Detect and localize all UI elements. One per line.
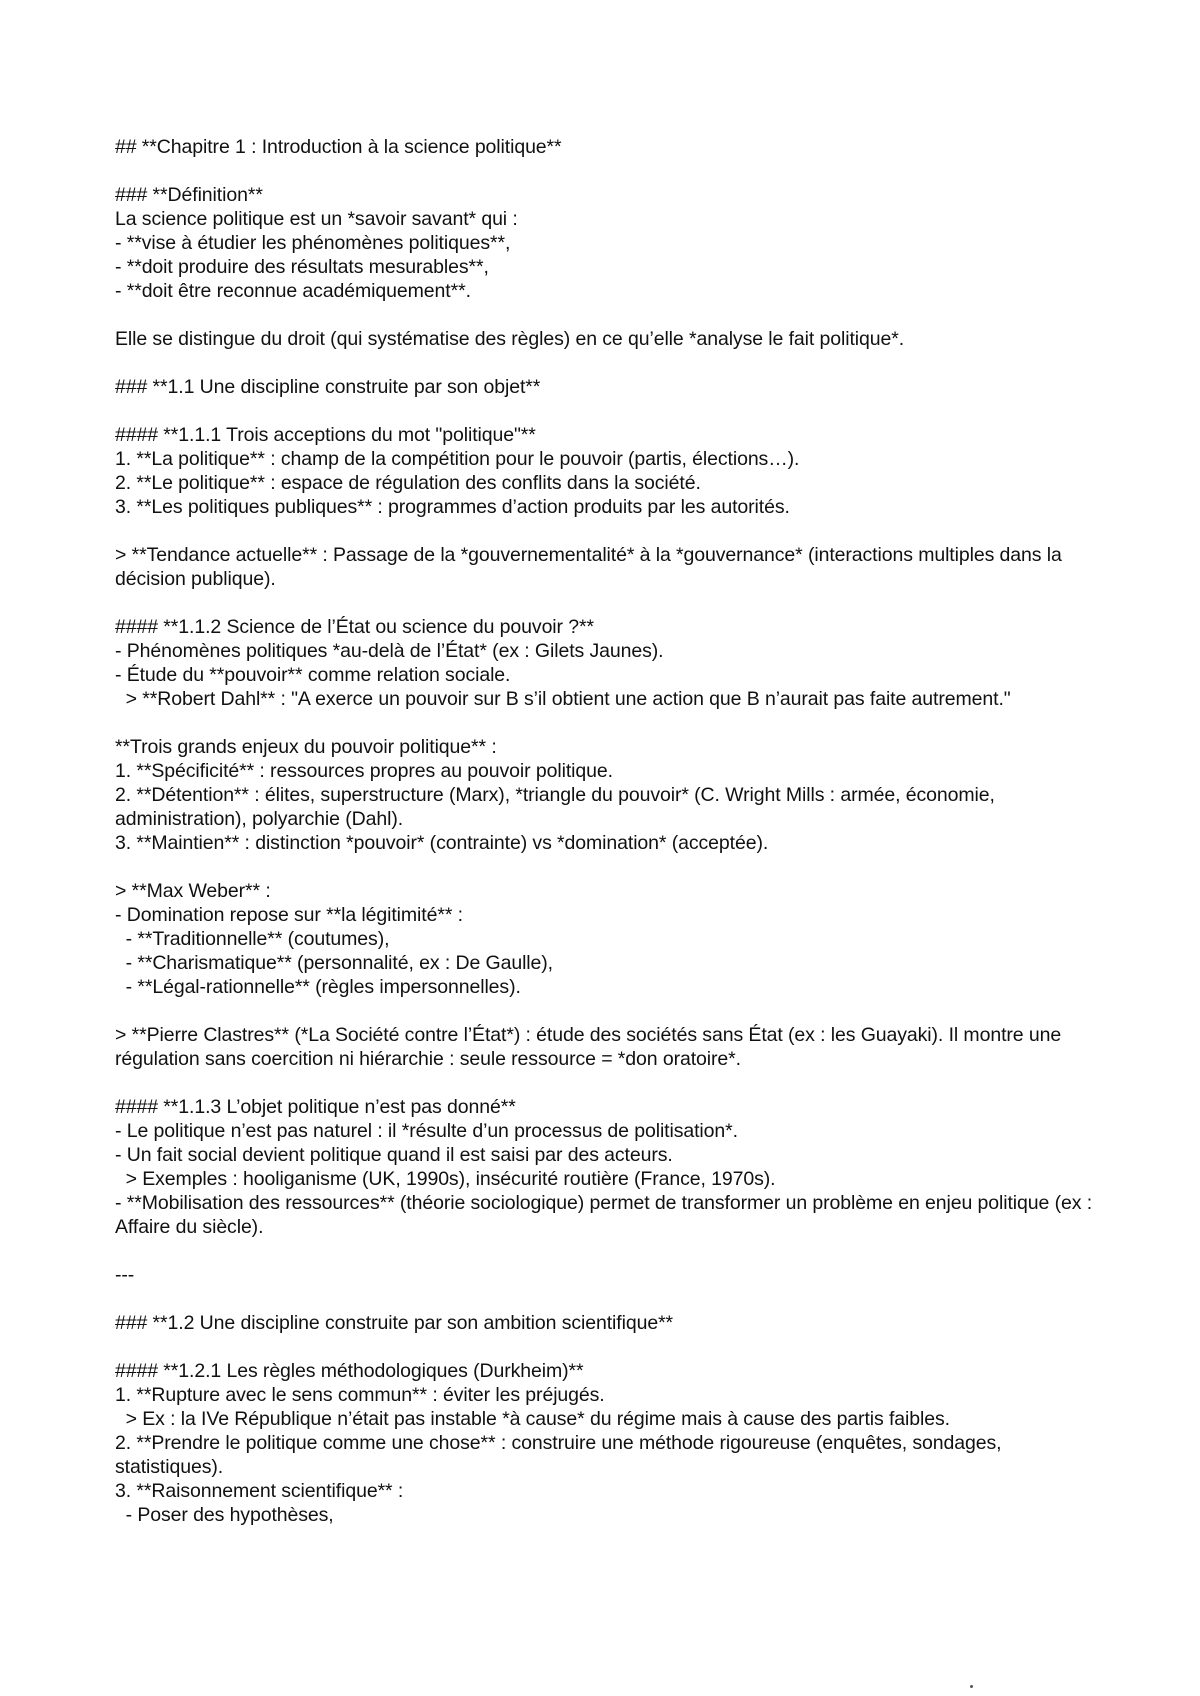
document-line: > **Robert Dahl** : "A exerce un pouvoir sur B s’il obtient une action que B n’aurait pas faite autrement.": [115, 688, 1011, 710]
blank-line: [115, 1071, 1105, 1095]
document-line: - Étude du **pouvoir** comme relation sociale.: [115, 664, 511, 686]
document-line: > Ex : la IVe République n’était pas instable *à cause* du régime mais à cause des partis faibles.: [115, 1408, 950, 1430]
document-line: - **Charismatique** (personnalité, ex : De Gaulle),: [115, 952, 553, 974]
blank-line: [115, 159, 1105, 183]
document-line: La science politique est un *savoir savant* qui :: [115, 208, 518, 230]
document-line: - Un fait social devient politique quand il est saisi par des acteurs.: [115, 1144, 673, 1166]
blank-line: [115, 351, 1105, 375]
blank-line: [115, 1287, 1105, 1311]
document-line: > **Tendance actuelle** : Passage de la *gouvernementalité* à la *gouvernance* (interactions multiples dans la décision publique).: [115, 544, 1068, 590]
blank-line: [115, 519, 1105, 543]
document-line: 2. **Détention** : élites, superstructure (Marx), *triangle du pouvoir* (C. Wright Mills : armée, économie, administration), polyarchie (Dahl).: [115, 784, 1001, 830]
document-line: - Domination repose sur **la légitimité** :: [115, 904, 463, 926]
document-line: - **doit produire des résultats mesurables**,: [115, 256, 489, 278]
page-speck: [970, 1685, 973, 1688]
document-line: ## **Chapitre 1 : Introduction à la science politique**: [115, 136, 562, 158]
blank-line: [115, 303, 1105, 327]
document-line: #### **1.1.3 L’objet politique n’est pas donné**: [115, 1096, 516, 1118]
document-line: ---: [115, 1264, 135, 1286]
document-line: - **doit être reconnue académiquement**.: [115, 280, 471, 302]
document-line: 3. **Les politiques publiques** : programmes d’action produits par les autorités.: [115, 496, 790, 518]
document-line: - **Mobilisation des ressources** (théorie sociologique) permet de transformer un problème en enjeu politique (ex : Affaire du siècle).: [115, 1192, 1097, 1238]
blank-line: [115, 999, 1105, 1023]
document-line: > **Max Weber** :: [115, 880, 271, 902]
document-line: 2. **Prendre le politique comme une chose** : construire une méthode rigoureuse (enquêtes, sondages, statistiques).: [115, 1432, 1007, 1478]
document-line: 1. **La politique** : champ de la compétition pour le pouvoir (partis, élections…).: [115, 448, 800, 470]
document-line: ### **Définition**: [115, 184, 263, 206]
blank-line: [115, 1335, 1105, 1359]
document-line: - Le politique n’est pas naturel : il *résulte d’un processus de politisation*.: [115, 1120, 738, 1142]
blank-line: [115, 711, 1105, 735]
document-line: - Phénomènes politiques *au-delà de l’État* (ex : Gilets Jaunes).: [115, 640, 664, 662]
blank-line: [115, 591, 1105, 615]
document-line: - **Traditionnelle** (coutumes),: [115, 928, 390, 950]
blank-line: [115, 399, 1105, 423]
document-line: 2. **Le politique** : espace de régulation des conflits dans la société.: [115, 472, 701, 494]
document-line: > Exemples : hooliganisme (UK, 1990s), insécurité routière (France, 1970s).: [115, 1168, 776, 1190]
document-line: ### **1.2 Une discipline construite par son ambition scientifique**: [115, 1312, 674, 1334]
document-line: 1. **Rupture avec le sens commun** : éviter les préjugés.: [115, 1384, 605, 1406]
document-line: #### **1.2.1 Les règles méthodologiques (Durkheim)**: [115, 1360, 584, 1382]
blank-line: [115, 1239, 1105, 1263]
document-line: > **Pierre Clastres** (*La Société contre l’État*) : étude des sociétés sans État (ex : les Guayaki). Il montre une régulation sans coercition ni hiérarchie : seule ressource = *don oratoire*.: [115, 1024, 1067, 1070]
document-line: ### **1.1 Une discipline construite par son objet**: [115, 376, 541, 398]
document-line: Elle se distingue du droit (qui systématise des règles) en ce qu’elle *analyse le fait politique*.: [115, 328, 905, 350]
document-line: **Trois grands enjeux du pouvoir politique** :: [115, 736, 497, 758]
document-line: - Poser des hypothèses,: [115, 1504, 334, 1526]
document-line: 1. **Spécificité** : ressources propres au pouvoir politique.: [115, 760, 613, 782]
document-line: 3. **Maintien** : distinction *pouvoir* (contrainte) vs *domination* (acceptée).: [115, 832, 769, 854]
document-line: #### **1.1.2 Science de l’État ou science du pouvoir ?**: [115, 616, 594, 638]
blank-line: [115, 855, 1105, 879]
document-line: - **Légal-rationnelle** (règles impersonnelles).: [115, 976, 521, 998]
document-line: 3. **Raisonnement scientifique** :: [115, 1480, 404, 1502]
document-line: - **vise à étudier les phénomènes politiques**,: [115, 232, 511, 254]
document-body: [115, 135, 1105, 1527]
document-line: #### **1.1.1 Trois acceptions du mot "politique"**: [115, 424, 536, 446]
